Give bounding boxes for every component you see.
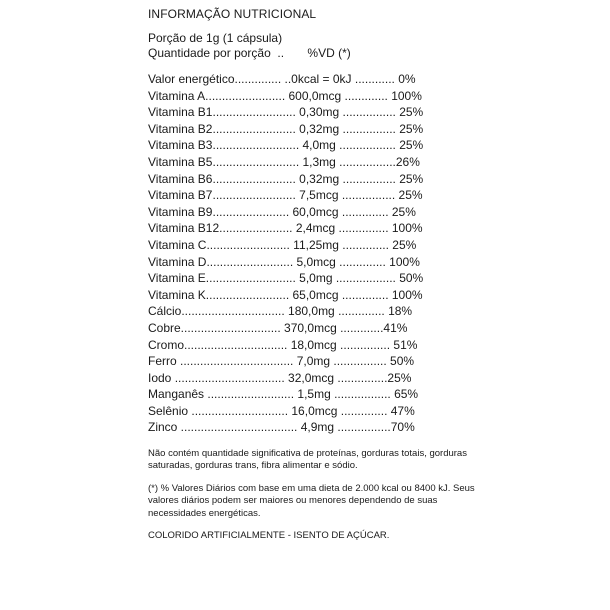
nutrient-row-vitamin-a: Vitamina A........................ 600,0mcg ............. 100% xyxy=(148,88,422,103)
nutrient-row-vitamin-b6: Vitamina B6......................... 0,32mg ................ 25% xyxy=(148,171,424,186)
nutrient-row-vitamin-b3: Vitamina B3.......................... 4,0mg ................. 25% xyxy=(148,138,424,153)
nutrient-row-chromium: Cromo............................... 18,0mcg ............... 51% xyxy=(148,337,418,352)
serving-per-portion-header: Quantidade por porção .. %VD (*) xyxy=(148,46,351,60)
serving-portion: Porção de 1g (1 cápsula) xyxy=(148,31,283,45)
label-notes xyxy=(148,448,478,542)
nutrient-row-vitamin-b2: Vitamina B2......................... 0,32mg ................ 25% xyxy=(148,121,424,136)
nutrient-row-zinc: Zinco ................................... 4,9mg ................70% xyxy=(148,420,415,435)
note-not-significant: Não contém quantidade significativa de proteínas, gorduras totais, gorduras saturadas, gorduras trans, fibra alimentar e sódio. xyxy=(148,448,467,472)
nutrient-row-calcium: Cálcio............................... 180,0mg .............. 18% xyxy=(148,304,413,319)
nutrient-row-iodine: Iodo ................................. 32,0mcg ...............25% xyxy=(148,370,412,385)
note-coloring: COLORIDO ARTIFICIALMENTE - ISENTO DE AÇÚCAR. xyxy=(148,530,390,542)
nutrient-row-vitamin-b1: Vitamina B1......................... 0,30mg ................ 25% xyxy=(148,105,424,120)
nutrient-row-vitamin-c: Vitamina C......................... 11,25mg .............. 25% xyxy=(148,237,417,252)
serving-info xyxy=(148,31,588,61)
nutrition-label xyxy=(148,6,588,553)
nutrient-row-vitamin-e: Vitamina E........................... 5,0mg .................. 50% xyxy=(148,271,424,286)
nutrient-row-vitamin-k: Vitamina K......................... 65,0mcg .............. 100% xyxy=(148,287,423,302)
nutrient-row-vitamin-b5: Vitamina B5.......................... 1,3mg .................26% xyxy=(148,154,420,169)
nutrient-row-energy: Valor energético.............. ..0kcal = 0kJ ............ 0% xyxy=(148,72,416,86)
note-daily-values: (*) % Valores Diários com base em uma dieta de 2.000 kcal ou 8400 kJ. Seus valores diários podem ser maiores ou menores dependendo de suas necessidades energéticas. xyxy=(148,482,475,519)
nutrient-row-manganese: Manganês .......................... 1,5mg ................. 65% xyxy=(148,387,419,402)
nutrient-row-vitamin-b9: Vitamina B9....................... 60,0mcg .............. 25% xyxy=(148,204,416,219)
nutrient-row-copper: Cobre.............................. 370,0mcg .............41% xyxy=(148,320,408,335)
label-title: INFORMAÇÃO NUTRICIONAL xyxy=(148,7,317,21)
nutrient-row-vitamin-b7: Vitamina B7......................... 7,5mcg ................ 25% xyxy=(148,188,423,203)
nutrient-list xyxy=(148,71,588,436)
nutrient-row-iron: Ferro .................................. 7,0mg ................ 50% xyxy=(148,354,415,369)
nutrient-row-vitamin-b12: Vitamina B12...................... 2,4mcg ............... 100% xyxy=(148,221,423,236)
nutrient-row-selenium: Selênio ............................. 16,0mcg .............. 47% xyxy=(148,403,415,418)
nutrient-row-vitamin-d: Vitamina D.......................... 5,0mcg .............. 100% xyxy=(148,254,420,269)
